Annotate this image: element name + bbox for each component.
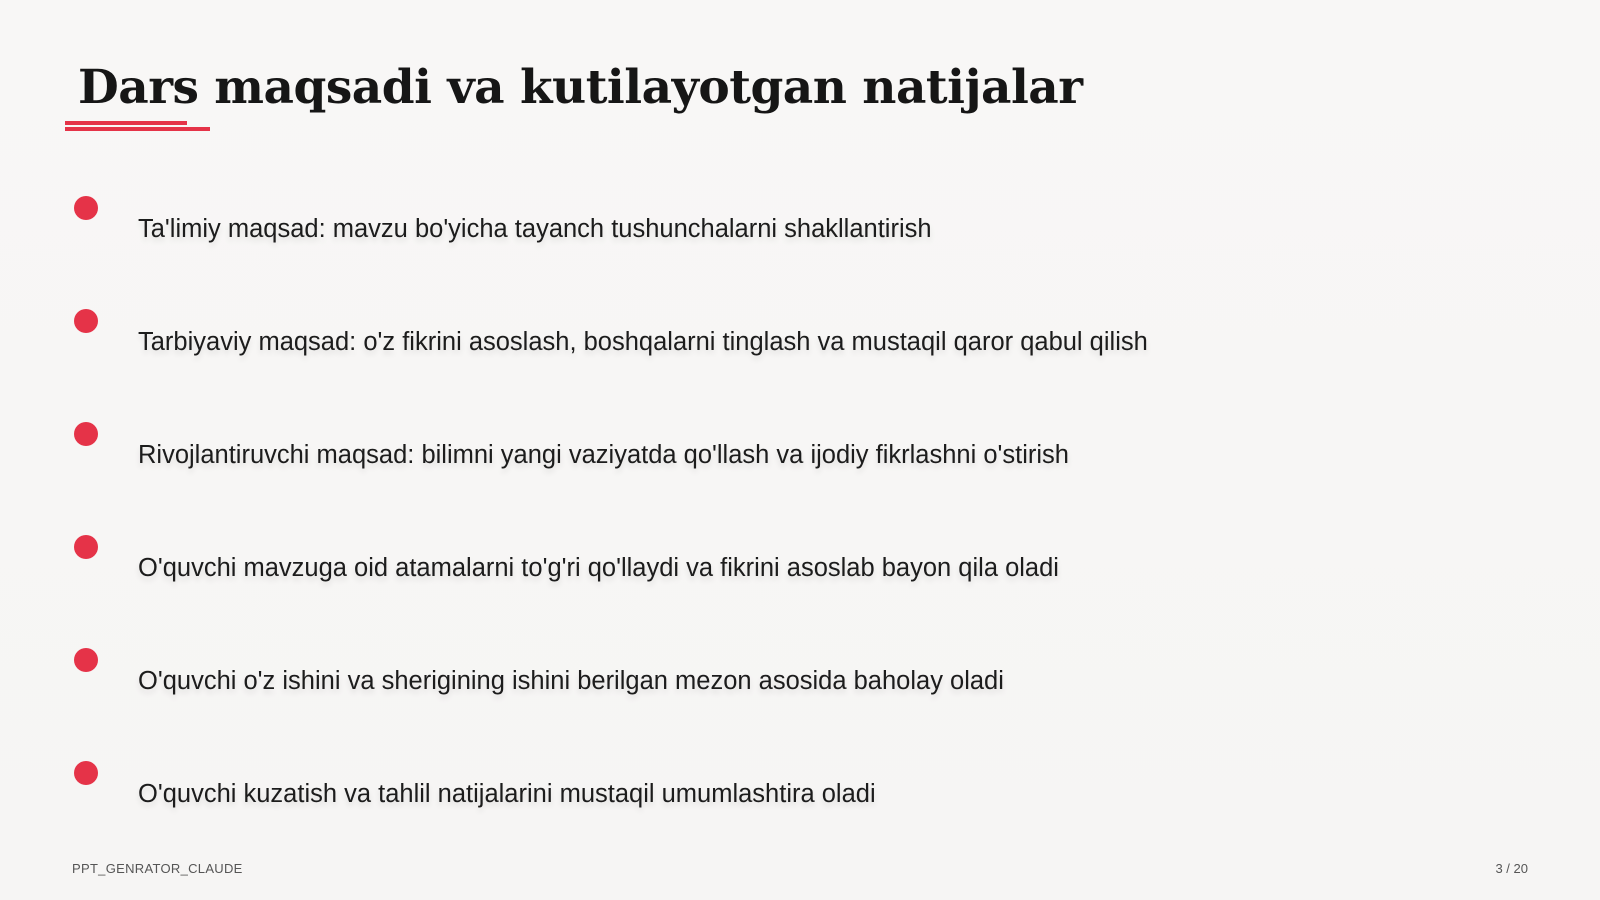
slide-title: Dars maqsadi va kutilayotgan natijalar <box>78 60 1083 115</box>
bullet-item <box>0 535 1600 605</box>
bullet-text: Tarbiyaviy maqsad: o'z fikrini asoslash, boshqalarni tinglash va mustaqil qaror qabul qilish <box>138 328 1148 356</box>
bullet-text: O'quvchi o'z ishini va sherigining ishini berilgan mezon asosida baholay oladi <box>138 667 1004 695</box>
bullet-item <box>0 648 1600 718</box>
bullet-dot-icon <box>74 648 98 672</box>
title-underline-top <box>65 121 187 125</box>
bullet-dot-icon <box>74 535 98 559</box>
bullet-dot-icon <box>74 309 98 333</box>
bullet-text: O'quvchi mavzuga oid atamalarni to'g'ri qo'llaydi va fikrini asoslab bayon qila oladi <box>138 554 1059 582</box>
bullet-dot-icon <box>74 196 98 220</box>
bullet-item <box>0 309 1600 379</box>
footer-source: PPT_GENRATOR_CLAUDE <box>72 861 243 876</box>
bullet-text: Rivojlantiruvchi maqsad: bilimni yangi vaziyatda qo'llash va ijodiy fikrlashni o'stirish <box>138 441 1069 469</box>
bullet-text: O'quvchi kuzatish va tahlil natijalarini mustaqil umumlashtira oladi <box>138 780 876 808</box>
bullet-item <box>0 196 1600 266</box>
title-underline-bottom <box>65 127 210 131</box>
bullet-item <box>0 761 1600 831</box>
bullet-item <box>0 422 1600 492</box>
bullet-dot-icon <box>74 761 98 785</box>
bullet-text: Ta'limiy maqsad: mavzu bo'yicha tayanch tushunchalarni shakllantirish <box>138 215 932 243</box>
title-underline <box>65 121 210 133</box>
page-indicator: 3 / 20 <box>1495 861 1528 876</box>
bullet-dot-icon <box>74 422 98 446</box>
